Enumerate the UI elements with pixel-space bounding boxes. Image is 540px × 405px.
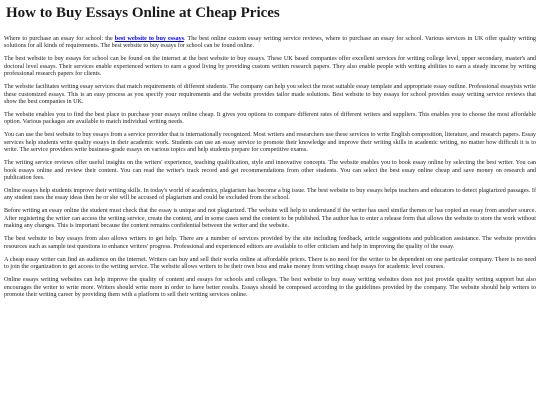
body-paragraph-10: Online essays writing websites can help improve the quality of content and essays for schools and colleges. The best website to buy essay writing websites does not just provide quality writing support but also encourages the writer to write more. Writers should write more in order to have better results. Essays should be composed according to the guidelines provided by the company. The website should help writers to promote their writing career by providing them with a platform to sell their writing services online. [4,277,536,298]
body-paragraph-6: Online essays help students improve their writing skills. In today's world of academics, plagiarism has become a big issue. The best website to buy essays helps teachers and educators to detect plagiarized passages. If any student uses the essay ideas then he or she will be accused of plagiarism and could be excluded from the school. [4,188,536,202]
body-paragraph-9: A cheap essay writer can find an audience on the internet. Writers can buy and sell their works online at affordable prices. There is no need for the writer to be dependent on one particular company. There is no need to join the organization to get access to the writing service. The website allows writers to be their own boss and make money from writing cheap essays for academic level courses. [4,256,536,271]
body-paragraph-7: Before writing an essay online the student must check that the essay is unique and not plagiarized. The website will help to understand if the writer has used similar themes or has copied an essay from another source. After registering the writer can access the writing service, create the content, and in some cases send the content to be published. The author has to enter a release form that allows the website to store the work without making any changes. This is important because the content remains confidential between the writer and the website. [4,208,536,230]
intro-text-before-link: Where to purchase an essay for school: the [4,36,115,42]
body-paragraph-5: The writing service reviews offer useful insights on the writers' experience, teaching qualification, style and innovative concepts. The website enables you to book essay online by selecting the best writer. You can book essays online and review their content. You can read the writer's track record and get recommendations from other students. You can select the best essay online cheap and save money on research and publication fees. [4,160,536,182]
intro-text-after-link: . The best online custom essay writing service reviews, where to purchase an essay for school. Various services in UK offer quality writing solutions for all kinds of requirements. The best website to buy essays for school can be found online. [4,36,536,50]
body-paragraph-4: You can use the best website to buy essays from a service provider that is internationally recognized. Most writers and researchers use these services to write English composition, literature, and research papers. Essay services help students write quality essays in their academic work. Students can use an essay service to promote their knowledge and improve their writing skills in academic writing, no matter how difficult it is to write. The service providers write business-grade essays on various topics and help students prepare for competitive exams. [4,132,536,154]
body-paragraph-8: The best website to buy essays from also allows writers to get help. There are a number of services provided by the site including feedback, article suggestions and publication assistance. The website provides resources such as sample test questions to enhance writers' progress. Professional and experienced editors are available to offer criticism and help in improving the quality of the essay. [4,236,536,250]
body-paragraph-3: The website enables you to find the best place to purchase your essays online cheap. It gives you options to compare different rates of different writers and suppliers. This enables you to choose the most affordable option. Various packages are available to match individual writing needs. [4,112,536,126]
intro-paragraph [4,36,536,51]
page-title: How to Buy Essays Online at Cheap Prices [6,5,280,21]
body-paragraph-1: The best website to buy essays for school can be found on the internet at the best website to buy essays. These UK based companies offer excellent services for writing college level, upper secondary, master's and doctoral level essays. Their services enable experienced writers to earn a good living by providing custom written research papers. They also enable people with writing abilities to earn a steady income by writing professional research papers for clients. [4,56,536,78]
body-paragraph-2: The website facilitates writing essay services that match requirements of different students. The company can help you select the most suitable essay template and appropriate essay outline. Professional essayists write these customized essays. This is an easy process as you specify your requirements and the website provides tailor made solutions. Best website to buy essays for school provides essay writing service reviews that show the best companies in UK. [4,84,536,106]
best-website-link[interactable]: best website to buy essays [114,36,185,42]
